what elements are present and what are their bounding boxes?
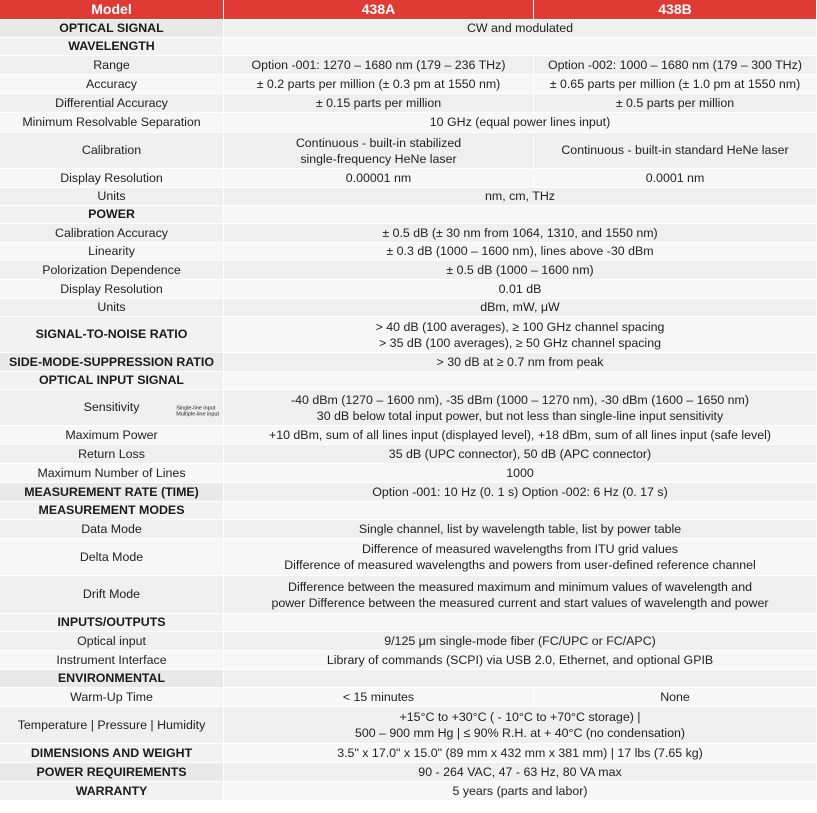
spec-value-438b: ± 0.65 parts per million (± 1.0 pm at 1550 nm)	[534, 75, 817, 94]
spec-value: Option -001: 10 Hz (0. 1 s) Option -002: 6 Hz (0. 17 s)	[224, 483, 817, 502]
spec-label: Maximum Number of Lines	[0, 464, 224, 483]
section-heading: MEASUREMENT RATE (TIME)	[0, 483, 224, 502]
spec-label: Differential Accuracy	[0, 94, 224, 113]
spec-value-438a: Option -001: 1270 – 1680 nm (179 – 236 THz)	[224, 56, 534, 75]
spec-value: ± 0.5 dB (± 30 nm from 1064, 1310, and 1550 nm)	[224, 224, 817, 243]
spec-value: 5 years (parts and labor)	[224, 782, 817, 801]
sensitivity-label: Sensitivity	[83, 400, 140, 414]
spec-label: Temperature | Pressure | Humidity	[0, 707, 224, 744]
spec-label: Display Resolution	[0, 169, 224, 188]
header-438a: 438A	[224, 0, 534, 20]
spec-label: Linearity	[0, 243, 224, 261]
spec-value: Single channel, list by wavelength table, list by power table	[224, 520, 817, 539]
section-heading: POWER REQUIREMENTS	[0, 763, 224, 782]
spec-label: Units	[0, 299, 224, 317]
section-filler	[224, 502, 817, 520]
section-heading: DIMENSIONS AND WEIGHT	[0, 744, 224, 763]
spec-value: 90 - 264 VAC, 47 - 63 Hz, 80 VA max	[224, 763, 817, 782]
section-heading: OPTICAL INPUT SIGNAL	[0, 372, 224, 390]
section-heading: ENVIRONMENTAL	[0, 670, 224, 688]
spec-value: > 40 dB (100 averages), ≥ 100 GHz channel spacing > 35 dB (100 averages), ≥ 50 GHz channel spacing	[224, 317, 817, 353]
spec-value-438b: None	[534, 688, 817, 707]
spec-label: Units	[0, 188, 224, 206]
section-filler	[224, 206, 817, 224]
spec-value-438a: Continuous - built-in stabilized single-frequency HeNe laser	[224, 133, 534, 169]
spec-value-438a: 0.00001 nm	[224, 169, 534, 188]
section-heading: WAVELENGTH	[0, 38, 224, 56]
spec-value: +10 dBm, sum of all lines input (displayed level), +18 dBm, sum of all lines input (safe level)	[224, 426, 817, 445]
spec-label: Display Resolution	[0, 280, 224, 299]
spec-value: ± 0.3 dB (1000 – 1600 nm), lines above -30 dBm	[224, 243, 817, 261]
spec-label: Instrument Interface	[0, 651, 224, 670]
spec-value: 0.01 dB	[224, 280, 817, 299]
sensitivity-notes: Single-line input Multiple-line input	[176, 405, 219, 418]
spec-value: > 30 dB at ≥ 0.7 nm from peak	[224, 353, 817, 372]
spec-value: nm, cm, THz	[224, 188, 817, 206]
section-filler	[224, 372, 817, 390]
spec-value: 10 GHz (equal power lines input)	[224, 113, 817, 133]
section-heading: SIGNAL-TO-NOISE RATIO	[0, 317, 224, 353]
spec-label: Range	[0, 56, 224, 75]
spec-value: 9/125 μm single-mode fiber (FC/UPC or FC/APC)	[224, 632, 817, 651]
spec-value: +15°C to +30°C ( - 10°C to +70°C storage) | 500 – 900 mm Hg | ≤ 90% R.H. at + 40°C (no condensation)	[224, 707, 817, 744]
spec-value-438a: < 15 minutes	[224, 688, 534, 707]
spec-value-438a: ± 0.15 parts per million	[224, 94, 534, 113]
section-heading: POWER	[0, 206, 224, 224]
section-heading: WARRANTY	[0, 782, 224, 801]
spec-value: 1000	[224, 464, 817, 483]
spec-value: Difference of measured wavelengths from ITU grid values Difference of measured wavelengths and powers from user-defined reference channel	[224, 539, 817, 576]
section-filler	[224, 670, 817, 688]
spec-value: Difference between the measured maximum and minimum values of wavelength and power Difference between the measured current and start values of wavelength and power	[224, 576, 817, 614]
spec-label: Polorization Dependence	[0, 261, 224, 280]
spec-value-438b: Continuous - built-in standard HeNe laser	[534, 133, 817, 169]
section-heading: INPUTS/OUTPUTS	[0, 614, 224, 632]
spec-value: dBm, mW, μW	[224, 299, 817, 317]
spec-label	[0, 390, 224, 426]
spec-value-438b: 0.0001 nm	[534, 169, 817, 188]
spec-label: Accuracy	[0, 75, 224, 94]
spec-value: 3.5" x 17.0" x 15.0" (89 mm x 432 mm x 381 mm) | 17 lbs (7.65 kg)	[224, 744, 817, 763]
spec-value: ± 0.5 dB (1000 – 1600 nm)	[224, 261, 817, 280]
spec-label: Data Mode	[0, 520, 224, 539]
section-filler	[224, 38, 817, 56]
spec-value-438b: Option -002: 1000 – 1680 nm (179 – 300 THz)	[534, 56, 817, 75]
spec-label: Return Loss	[0, 445, 224, 464]
spec-value: Library of commands (SCPI) via USB 2.0, Ethernet, and optional GPIB	[224, 651, 817, 670]
header-438b: 438B	[534, 0, 817, 20]
section-heading: SIDE-MODE-SUPPRESSION RATIO	[0, 353, 224, 372]
spec-label: Calibration Accuracy	[0, 224, 224, 243]
spec-value-438b: ± 0.5 parts per million	[534, 94, 817, 113]
spec-label: Minimum Resolvable Separation	[0, 113, 224, 133]
spec-value: -40 dBm (1270 – 1600 nm), -35 dBm (1000 – 1270 nm), -30 dBm (1600 – 1650 nm) 30 dB below total input power, but not less than single-line input sensitivity	[224, 390, 817, 426]
spec-label: Optical input	[0, 632, 224, 651]
spec-label: Calibration	[0, 133, 224, 169]
spec-label: Delta Mode	[0, 539, 224, 576]
section-heading: MEASUREMENT MODES	[0, 502, 224, 520]
spec-label: Drift Mode	[0, 576, 224, 614]
section-filler	[224, 614, 817, 632]
spec-label: Maximum Power	[0, 426, 224, 445]
spec-label: Warm-Up Time	[0, 688, 224, 707]
section-heading: OPTICAL SIGNAL	[0, 20, 224, 38]
header-model: Model	[0, 0, 224, 20]
spec-value: 35 dB (UPC connector), 50 dB (APC connector)	[224, 445, 817, 464]
spec-value: CW and modulated	[224, 20, 817, 38]
spec-value-438a: ± 0.2 parts per million (± 0.3 pm at 1550 nm)	[224, 75, 534, 94]
